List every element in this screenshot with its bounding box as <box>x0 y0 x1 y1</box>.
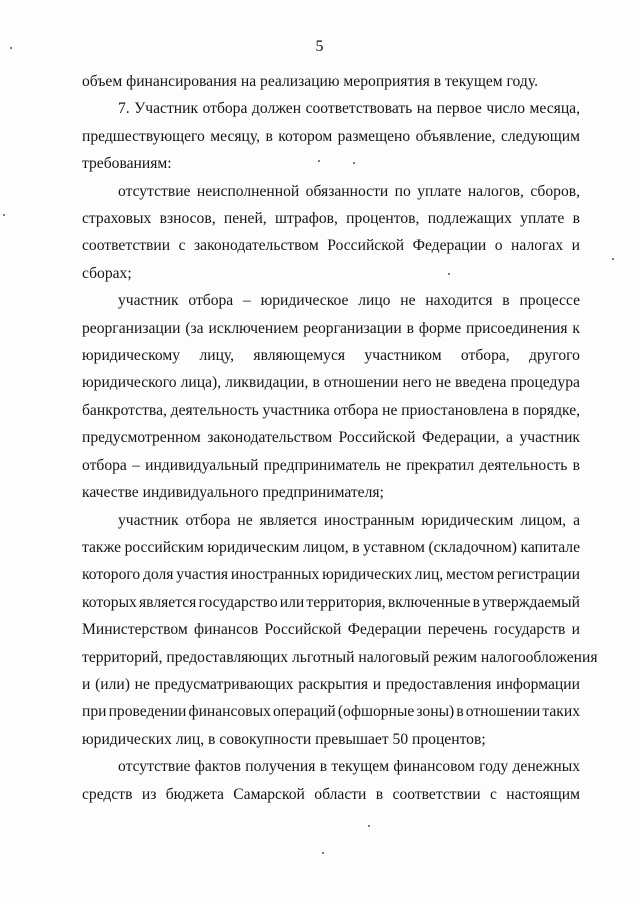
scan-speck <box>3 214 5 216</box>
paragraph-legal-entity <box>82 287 580 506</box>
text-line: отсутствие фактов получения в текущем финансовом году денежных <box>118 758 580 776</box>
text-line: объем финансирования на реализацию мероприятия в текущем году. <box>82 73 538 90</box>
text-line: также российским юридическим лицом, в уставном (складочном) капитале <box>82 538 581 556</box>
text-line: средств из бюджета Самарской области в соответствии с настоящим <box>82 785 580 803</box>
text-line: требованиям: <box>82 155 172 173</box>
page-number: 5 <box>315 38 324 55</box>
text-line: и (или) не предусматривающих раскрытия и предоставления информации <box>82 675 580 693</box>
text-line: отбора – индивидуальный предприниматель не прекратил деятельность в <box>82 456 581 474</box>
paragraph-item-7 <box>82 95 580 177</box>
text-line: Министерством финансов Российской Федерации перечень государств и <box>82 621 581 639</box>
text-line: юридического лица), ликвидации, в отношении него не введена процедура <box>82 374 580 392</box>
text-line: которого доля участия иностранных юридических лиц, местом регистрации <box>82 566 580 584</box>
text-line: качестве индивидуального предпринимателя; <box>82 484 384 502</box>
text-line: страховых взносов, пеней, штрафов, процентов, подлежащих уплате в <box>82 210 581 228</box>
paragraph-budget-funds <box>82 753 580 808</box>
text-line: предусмотренном законодательством Российской Федерации, а участник <box>82 429 581 447</box>
text-line: территорий, предоставляющих льготный налоговый режим налогообложения <box>82 648 598 666</box>
scan-speck <box>10 47 12 49</box>
text-line: 7. Участник отбора должен соответствовать на первое число месяца, <box>118 100 580 118</box>
text-line: юридических лиц, в совокупности превышает 50 процентов; <box>82 730 486 748</box>
paragraph-foreign-entity <box>82 507 598 754</box>
text-line: отсутствие неисполненной обязанности по уплате налогов, сборов, <box>118 182 581 200</box>
text-line: реорганизации (за исключением реорганизации в форме присоединения к <box>82 319 580 337</box>
text-line: которых является государство или территория, включенные в утверждаемый <box>82 593 580 611</box>
scan-speck <box>448 273 450 275</box>
text-line: банкротства, деятельность участника отбора не приостановлена в порядке, <box>82 401 581 419</box>
text-line: при проведении финансовых операций (офшорные зоны) в отношении таких <box>82 703 581 721</box>
text-line: предшествующего месяцу, в котором размещено объявление, следующим <box>82 127 580 145</box>
text-line: соответствии с законодательством Российской Федерации о налогах и <box>82 237 580 255</box>
paragraph-continuation <box>82 68 580 95</box>
text-line: участник отбора не является иностранным юридическим лицом, а <box>118 511 580 529</box>
scan-speck <box>318 160 320 162</box>
document-body <box>82 68 598 808</box>
text-line: юридическому лицу, являющемуся участником отбора, другого <box>82 347 580 365</box>
text-line: сборах; <box>82 264 132 282</box>
scan-speck <box>353 162 355 164</box>
scan-speck <box>322 852 324 854</box>
scan-speck <box>368 825 370 827</box>
text-line: участник отбора – юридическое лицо не находится в процессе <box>118 292 580 310</box>
scan-speck <box>612 258 614 260</box>
paragraph-tax-debt <box>82 178 580 288</box>
